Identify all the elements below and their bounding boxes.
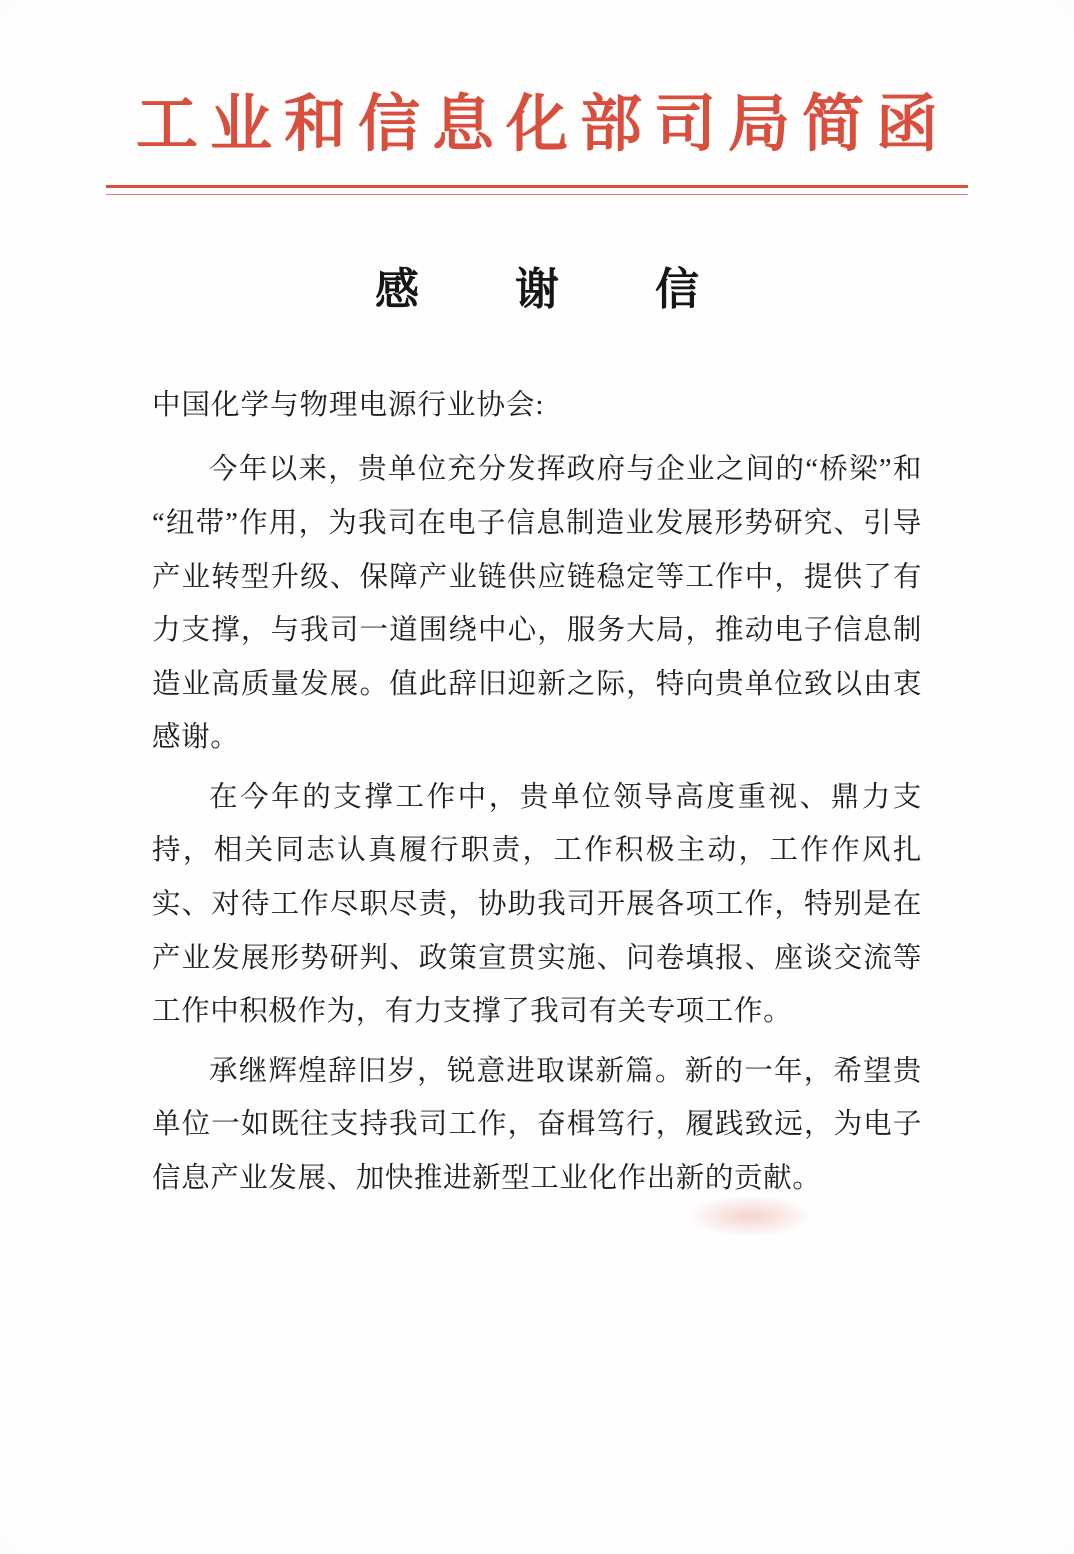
addressee-line: 中国化学与物理电源行业协会:	[152, 390, 545, 422]
body-paragraph: 在今年的支撑工作中，贵单位领导高度重视、鼎力支持，相关同志认真履行职责，工作积极主动，工作作风扎实、对待工作尽职尽责，协助我司开展各项工作，特别是在产业发展形势研判、政策宣贯实施、问卷填报、座谈交流等工作中积极作为，有力支撑了我司有关专项工作。	[152, 781, 922, 1028]
page-title: 感 谢 信	[375, 264, 725, 316]
masthead	[0, 0, 1074, 195]
masthead-rules	[106, 185, 968, 195]
body-paragraph: 今年以来，贵单位充分发挥政府与企业之间的“桥梁”和“纽带”作用，为我司在电子信息制造业发展形势研究、引导产业转型升级、保障产业链供应链稳定等工作中，提供了有力支撑，与我司一道围绕中心，服务大局，推动电子信息制造业高质量发展。值此辞旧迎新之际，特向贵单位致以由衷感谢。	[152, 454, 922, 754]
body-paragraph: 承继辉煌辞旧岁，锐意进取谋新篇。新的一年，希望贵单位一如既往支持我司工作，奋楫笃行，履践致远，为电子信息产业发展、加快推进新型工业化作出新的贡献。	[152, 1055, 922, 1194]
masthead-title: 工业和信息化部司局简函	[135, 87, 950, 160]
masthead-rule-thick	[106, 185, 968, 188]
document-body	[152, 195, 922, 1205]
